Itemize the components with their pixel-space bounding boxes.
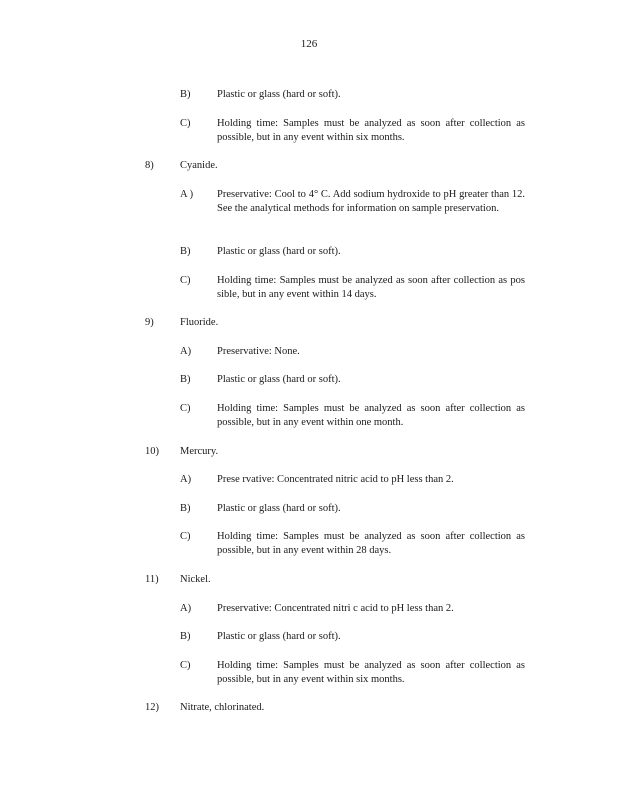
item-number: 12) bbox=[145, 702, 159, 713]
item-name: Cyanide. bbox=[180, 160, 218, 171]
item-name: Nickel. bbox=[180, 574, 211, 585]
subitem-letter: B) bbox=[180, 503, 191, 514]
item-number: 8) bbox=[145, 160, 154, 171]
item-number: 9) bbox=[145, 317, 154, 328]
item-name: Nitrate, chlorinated. bbox=[180, 702, 265, 713]
item-nitrate-chlorinated bbox=[145, 701, 525, 715]
subitem-text: Plastic or glass (hard or soft). bbox=[217, 374, 341, 385]
subitem-letter: B) bbox=[180, 246, 191, 257]
subitem-text: Plastic or glass (hard or soft). bbox=[217, 89, 341, 100]
item-mercury bbox=[145, 445, 525, 459]
subitem-a-preservative bbox=[180, 188, 525, 216]
subitem-a-preservative bbox=[180, 602, 525, 616]
subitem-letter: C) bbox=[180, 660, 191, 671]
subitem-a-preservative bbox=[180, 473, 525, 487]
item-nickel bbox=[145, 573, 525, 587]
subitem-letter: C) bbox=[180, 403, 191, 414]
subitem-letter: A) bbox=[180, 474, 192, 485]
subitem-text: Holding time: Samples must be analyzed as soon after collection as possible, but in any event within 28 days. bbox=[217, 531, 525, 556]
subitem-text: Preservative: None. bbox=[217, 346, 300, 357]
item-number: 11) bbox=[145, 574, 159, 585]
subitem-text: Holding time: Samples must be analyzed as soon after collection as pos sible, but in any event within 14 days. bbox=[217, 275, 525, 300]
subitem-text: Preservative: Cool to 4° C. Add sodium hydroxide to pH greater than 12. See the analytical methods for information on sample preservation. bbox=[217, 189, 525, 214]
item-number: 10) bbox=[145, 446, 159, 457]
subitem-letter: C) bbox=[180, 275, 191, 286]
subitem-b-container bbox=[180, 373, 525, 387]
subitem-c-holding-time bbox=[180, 117, 525, 145]
item-cyanide bbox=[145, 159, 525, 173]
item-name: Mercury. bbox=[180, 446, 219, 457]
subitem-text: Plastic or glass (hard or soft). bbox=[217, 246, 341, 257]
subitem-letter: C) bbox=[180, 531, 191, 542]
subitem-letter: B) bbox=[180, 89, 191, 100]
subitem-a-preservative bbox=[180, 345, 525, 359]
subitem-text: Preservative: Concentrated nitri c acid to pH less than 2. bbox=[217, 603, 454, 614]
item-fluoride bbox=[145, 316, 525, 330]
subitem-text: Holding time: Samples must be analyzed as soon after collection as possible, but in any event within one month. bbox=[217, 403, 525, 428]
subitem-letter: A ) bbox=[180, 189, 194, 200]
subitem-b-container bbox=[180, 245, 525, 259]
page-number: 126 bbox=[300, 38, 318, 50]
subitem-c-holding-time bbox=[180, 530, 525, 558]
subitem-letter: B) bbox=[180, 374, 191, 385]
subitem-text: Holding time: Samples must be analyzed as soon after collection as possible, but in any event within six months. bbox=[217, 118, 525, 143]
subitem-letter: B) bbox=[180, 631, 191, 642]
subitem-letter: C) bbox=[180, 118, 191, 129]
subitem-letter: A) bbox=[180, 346, 192, 357]
subitem-b-container bbox=[180, 88, 525, 102]
subitem-b-container bbox=[180, 502, 525, 516]
subitem-text: Holding time: Samples must be analyzed as soon after collection as possible, but in any event within six months. bbox=[217, 660, 525, 685]
subitem-text: Plastic or glass (hard or soft). bbox=[217, 631, 341, 642]
subitem-text: Plastic or glass (hard or soft). bbox=[217, 503, 341, 514]
item-name: Fluoride. bbox=[180, 317, 219, 328]
subitem-letter: A) bbox=[180, 603, 192, 614]
subitem-c-holding-time bbox=[180, 659, 525, 687]
subitem-c-holding-time bbox=[180, 274, 525, 302]
subitem-c-holding-time bbox=[180, 402, 525, 430]
subitem-text: Prese rvative: Concentrated nitric acid to pH less than 2. bbox=[217, 474, 454, 485]
subitem-b-container bbox=[180, 630, 525, 644]
